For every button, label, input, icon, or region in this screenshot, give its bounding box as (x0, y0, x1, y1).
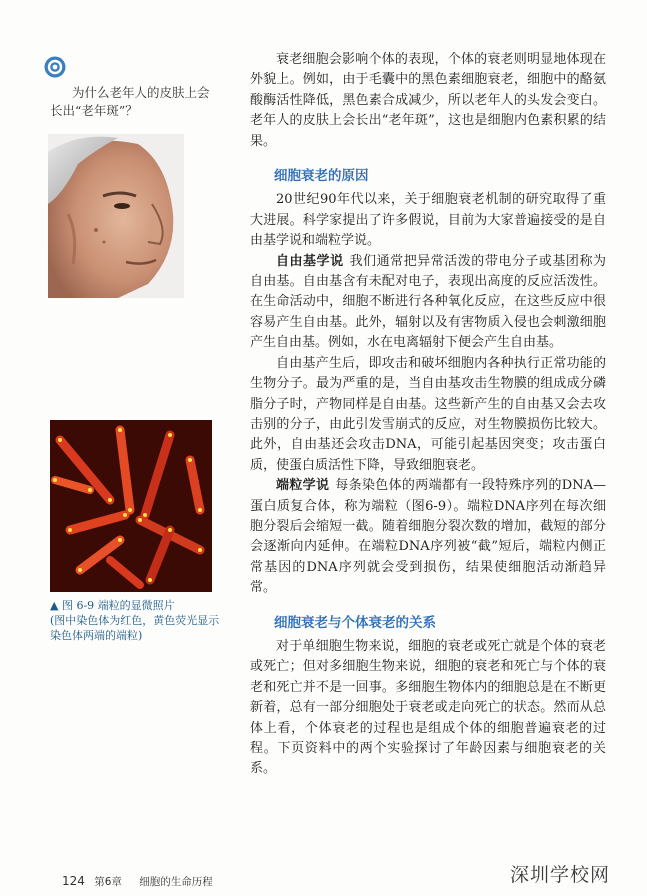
free-radical-paragraph (250, 252, 606, 354)
sidebar-question (50, 84, 220, 120)
main-text-column (250, 50, 606, 780)
question-mark-icon (44, 56, 66, 78)
telomere-paragraph (250, 476, 606, 598)
free-radical-text: 我们通常把异常活泼的带电分子或基团称为自由基。自由基含有未配对电子，表现出高度的反应活泼性。在生命活动中，细胞不断进行各种氧化反应，在这些反应中很容易产生自由基。此外，辐射以及有害物质入侵也会刺激细胞产生自由基。例如，水在电离辐射下便会产生自由基。 (250, 253, 606, 351)
figure-title: 端粒的显微照片 (97, 599, 175, 612)
figure-caption (50, 598, 225, 643)
chapter-title: 细胞的生命历程 (139, 876, 213, 888)
free-radical-paragraph-2: 自由基产生后，即攻击和破坏细胞内各种执行正常功能的生物分子。最为严重的是，当自由基攻击生物膜的组成成分磷脂分子时，产物同样是自由基。这些新产生的自由基又会去攻击别的分子，由此引发雪崩式的反应，对生物膜损伤比较大。此外，自由基还会攻击DNA，可能引起基因突变；攻击蛋白质，使蛋白质活性下降，导致细胞衰老。 (250, 355, 606, 473)
page-number: 124 (62, 874, 85, 888)
triangle-icon: ▲ (50, 599, 59, 612)
question-line-2: 长出“老年斑”？ (50, 103, 138, 118)
page-footer (62, 874, 213, 889)
telomere-term: 端粒学说 (276, 478, 330, 494)
chapter-label: 第6章 (94, 876, 122, 888)
elderly-man-photo (48, 134, 184, 298)
telomere-text: 每条染色体的两端都有一段特殊序列的DNA—蛋白质复合体，称为端粒（图6-9）。端粒DNA序列在每次细胞分裂后会缩短一截。随着细胞分裂次数的增加，截短的部分会逐渐向内延伸。在端粒DNA序列被“截”短后，端粒内侧正常基因的DNA序列就会受到损伤，结果使细胞活动渐趋异常。 (250, 478, 606, 596)
section-heading-causes: 细胞衰老的原因 (274, 168, 369, 185)
section-heading-relationship: 细胞衰老与个体衰老的关系 (274, 614, 436, 631)
figure-number: 图 6-9 (61, 599, 95, 612)
telomere-micrograph (50, 420, 212, 592)
figure-note: (图中染色体为红色，黄色荧光显示染色体两端的端粒) (50, 614, 220, 642)
relationship-paragraph: 对于单细胞生物来说，细胞的衰老或死亡就是个体的衰老或死亡；但对多细胞生物来说，细胞的衰老和死亡与个体的衰老和死亡并不是一回事。多细胞生物体内的细胞总是在不断更新着，总有一部分细胞处于衰老或走向死亡的状态。然而从总体上看，个体衰老的过程也是组成个体的细胞普遍衰老的过程。下页资料中的两个实验探讨了年龄因素与细胞衰老的关系。 (250, 638, 606, 777)
free-radical-term: 自由基学说 (276, 253, 344, 269)
question-line-1: 为什么老年人的皮肤上会 (72, 85, 210, 100)
causes-paragraph-1: 20世纪90年代以来，关于细胞衰老机制的研究取得了重大进展。科学家提出了许多假说，目前为大家普遍接受的是自由基学说和端粒学说。 (250, 192, 606, 249)
intro-paragraph: 衰老细胞会影响个体的表现，个体的衰老则明显地体现在外貌上。例如，由于毛囊中的黑色素细胞衰老，细胞中的酪氨酸酶活性降低，黑色素合成减少，所以老年人的头发会变白。老年人的皮肤上会长出“老年斑”，这也是细胞内色素积累的结果。 (250, 52, 606, 149)
watermark: 深圳学校网 (510, 864, 611, 886)
